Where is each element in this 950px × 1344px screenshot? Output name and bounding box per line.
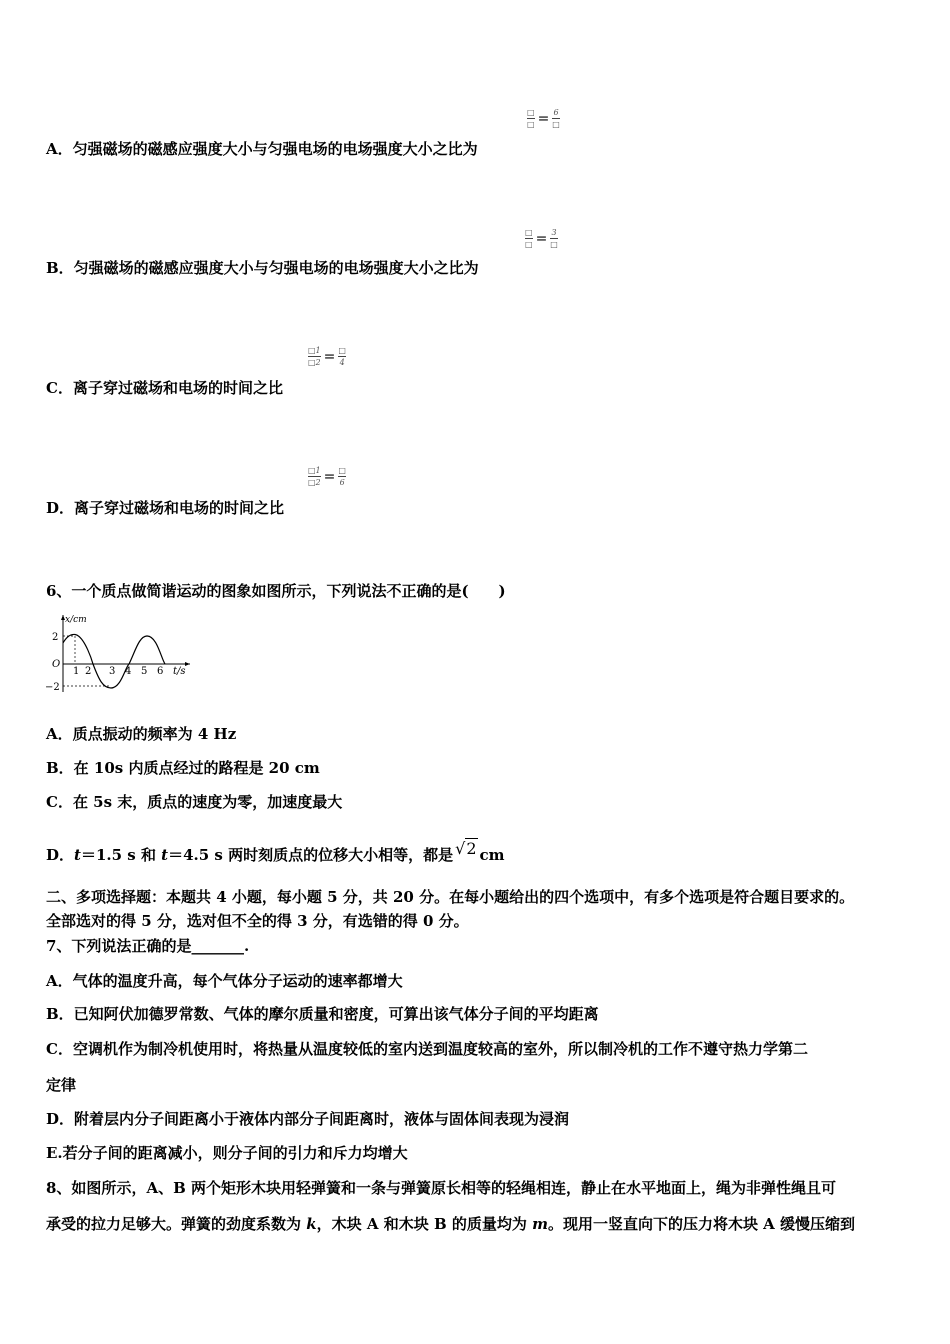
- sqrt-radicand: 2: [466, 839, 477, 858]
- formula-rhs: $\frac{6}{□}$: [552, 108, 560, 129]
- q5-option-a-text: A．匀强磁场的磁感应强度大小与匀强电场的电场强度大小之比为: [46, 140, 478, 158]
- x-tick-6: 6: [157, 666, 164, 677]
- formula-lhs: $\frac{□1}{□2}$: [308, 466, 321, 487]
- q6-option-c: C．在 5s 末，质点的速度为零，加速度最大: [46, 793, 343, 811]
- x-tick-3: 3: [109, 666, 116, 677]
- t-axis-arrow: [185, 662, 190, 666]
- x-tick-1: 1: [73, 666, 80, 677]
- q5-option-d-text: D．离子穿过磁场和电场的时间之比: [46, 499, 285, 517]
- q5-option-b-formula: $\frac{□}{□}$ = $\frac{3}{□}$: [525, 228, 558, 249]
- q5-option-c-formula: $\frac{□1}{□2}$ = $\frac{□}{4}$: [308, 346, 346, 367]
- x-tick-5: 5: [141, 666, 148, 677]
- q5-option-b: [46, 259, 479, 277]
- q5-option-b-text: B．匀强磁场的磁感应强度大小与匀强电场的电场强度大小之比为: [46, 259, 479, 277]
- q7-option-c-line2: 定律: [46, 1076, 77, 1094]
- q7-option-d: D．附着层内分子间距离小于液体内部分子间距离时，液体与固体间表现为浸润: [46, 1110, 570, 1128]
- q7-stem: 7、下列说法正确的是_______.: [46, 937, 250, 955]
- q5-option-a-formula: $\frac{□}{□}$ = $\frac{6}{□}$: [527, 108, 560, 129]
- formula-rhs: $\frac{□}{4}$: [338, 346, 346, 367]
- shm-graph: [45, 612, 195, 692]
- q8-line1: 8、如图所示，A、B 两个矩形木块用轻弹簧和一条与弹簧原长相等的轻绳相连，静止在水平地面上，绳为非弹性绳且可: [46, 1179, 836, 1197]
- formula-rhs: $\frac{□}{6}$: [338, 466, 346, 487]
- formula-lhs: $\frac{□1}{□2}$: [308, 346, 321, 367]
- sqrt-expression: [455, 840, 477, 858]
- displacement-curve: [63, 634, 165, 688]
- q5-option-c: [46, 379, 283, 397]
- x-tick-2: 2: [85, 666, 92, 677]
- q5-option-d: [46, 499, 284, 517]
- x-tick-4: 4: [125, 666, 132, 677]
- q7-option-a: A．气体的温度升高，每个气体分子运动的速率都增大: [46, 972, 403, 990]
- q5-option-c-text: C．离子穿过磁场和电场的时间之比: [46, 379, 283, 397]
- q5-option-a: [46, 140, 478, 158]
- section2-intro-line2: 全部选对的得 5 分，选对但不全的得 3 分，有选错的得 0 分。: [46, 912, 469, 930]
- origin-label: O: [52, 659, 61, 670]
- y-axis-label: x/cm: [65, 615, 87, 625]
- formula-lhs: $\frac{□}{□}$: [525, 228, 533, 249]
- formula-lhs: $\frac{□}{□}$: [527, 108, 535, 129]
- y-tick-neg2: −2: [45, 682, 60, 692]
- q6-stem: 6、一个质点做简谐运动的图象如图所示，下列说法不正确的是( ): [46, 582, 506, 600]
- section2-intro-line1: 二、多项选择题：本题共 4 小题，每小题 5 分，共 20 分。在每小题给出的四个选项中，有多个选项是符合题目要求的。: [46, 888, 855, 906]
- q7-option-b: B．已知阿伏加德罗常数、气体的摩尔质量和密度，可算出该气体分子间的平均距离: [46, 1005, 599, 1023]
- formula-rhs: $\frac{3}{□}$: [550, 228, 558, 249]
- q7-option-c-line1: C．空调机作为制冷机使用时，将热量从温度较低的室内送到温度较高的室外，所以制冷机的工作不遵守热力学第二: [46, 1040, 808, 1058]
- t-axis-label: t/s: [173, 666, 186, 677]
- q7-option-e: E.若分子间的距离减小，则分子间的引力和斥力均增大: [46, 1144, 408, 1162]
- q8-line2: 承受的拉力足够大。弹簧的劲度系数为 k，木块 A 和木块 B 的质量均为 m。现用一竖直向下的压力将木块 A 缓慢压缩到: [46, 1215, 856, 1233]
- q6-option-a: A．质点振动的频率为 4 Hz: [46, 725, 237, 743]
- q6-option-b: B．在 10s 内质点经过的路程是 20 cm: [46, 759, 320, 777]
- q5-option-d-formula: $\frac{□1}{□2}$ = $\frac{□}{6}$: [308, 466, 346, 487]
- q6-option-d: D．t＝1.5 s 和 t＝4.5 s 两时刻质点的位移大小相等，都是 √2 cm: [46, 839, 505, 864]
- y-tick-2: 2: [52, 632, 59, 643]
- sqrt-symbol: √: [455, 839, 466, 858]
